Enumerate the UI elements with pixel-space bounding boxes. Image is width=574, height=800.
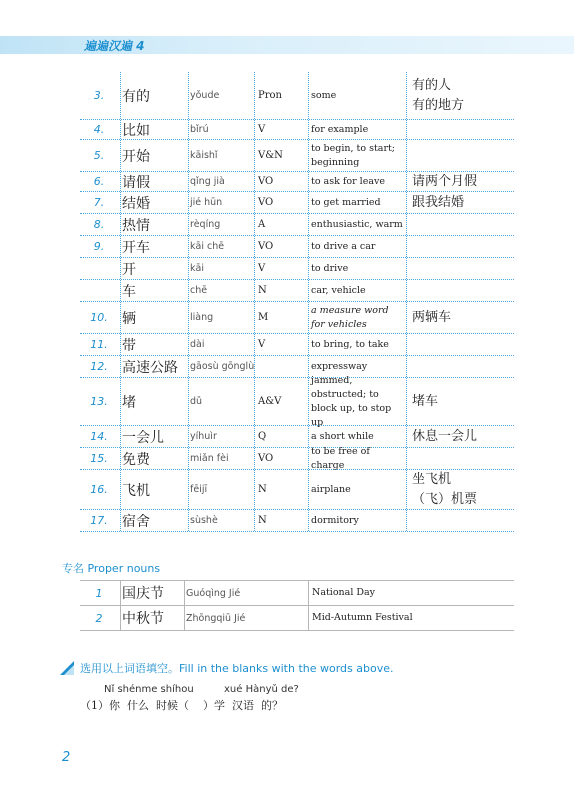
vocab-row	[80, 374, 514, 428]
vocab-example	[412, 120, 516, 139]
vocab-english: to get married	[311, 196, 381, 208]
proper-noun-english: National Day	[312, 587, 376, 598]
vocab-part-of-speech: VO	[258, 176, 274, 187]
header-banner	[0, 36, 574, 54]
vocab-english: airplane	[311, 483, 351, 495]
vocab-number: 7.	[93, 196, 105, 209]
exercise-sentence: （1）你 什么 时候（ ）学 汉语 的？	[80, 699, 283, 712]
vocab-number: 6.	[93, 175, 105, 188]
vocab-example	[412, 334, 516, 355]
vocab-english: expressway	[311, 360, 368, 372]
proper-noun-row	[80, 581, 514, 606]
vocab-row	[80, 302, 514, 334]
vocab-example	[412, 214, 516, 235]
vocab-part-of-speech: V	[258, 339, 266, 350]
vocab-hanzi: 一会儿	[122, 429, 164, 446]
vocab-example	[412, 470, 516, 509]
vocab-part-of-speech: Q	[258, 431, 267, 442]
proper-noun-english: Mid-Autumn Festival	[312, 612, 413, 623]
vocab-hanzi: 宿舍	[122, 513, 150, 530]
vocab-hanzi: 请假	[122, 174, 150, 191]
vocab-example	[412, 510, 516, 531]
exercise-triangle-icon	[60, 661, 74, 675]
proper-noun-pinyin: Zhōngqiū Jié	[186, 612, 246, 624]
vocab-row	[80, 426, 514, 448]
vocab-example-phrase: 堵车	[412, 393, 439, 409]
proper-noun-hanzi: 国庆节	[122, 586, 164, 602]
vocab-english: enthusiastic, warm	[311, 218, 403, 230]
vocab-pinyin: yǒude	[190, 90, 220, 101]
vocab-english: to drive a car	[311, 240, 376, 252]
vocab-hanzi: 开始	[122, 148, 150, 165]
vocab-part-of-speech: N	[258, 285, 267, 296]
vocab-number: 16.	[90, 483, 108, 496]
vocab-pinyin: qǐng jià	[190, 176, 225, 187]
vocab-number: 11.	[90, 338, 108, 351]
vocab-row	[80, 172, 514, 192]
vocab-part-of-speech: A&V	[258, 396, 282, 407]
exercise-pinyin-part2: xué Hànyǔ de?	[224, 684, 299, 695]
exercise-instruction: 选用以上词语填空。Fill in the blanks with the words above.	[80, 662, 394, 675]
vocab-pinyin: sùshè	[190, 515, 218, 526]
vocab-pinyin: gāosù gōnglù	[190, 361, 255, 372]
vocab-example-phrase: 坐飞机	[412, 471, 452, 487]
vocab-hanzi: 飞机	[122, 482, 150, 499]
vocab-pinyin: kāi chē	[190, 241, 225, 252]
vocab-part-of-speech: N	[258, 515, 267, 526]
vocab-part-of-speech: N	[258, 484, 267, 495]
vocab-hanzi: 辆	[122, 310, 136, 327]
vocab-hanzi: 热情	[122, 217, 150, 234]
vocab-number: 4.	[93, 123, 105, 136]
vocab-example	[412, 356, 516, 377]
vocab-hanzi: 比如	[122, 122, 150, 139]
vocab-pinyin: jié hūn	[190, 197, 223, 208]
vocab-english: some	[311, 89, 337, 101]
vocab-example	[412, 448, 516, 469]
vocab-example	[412, 280, 516, 301]
vocab-example-phrase: 跟我结婚	[412, 194, 465, 210]
vocab-english: to ask for leave	[311, 175, 385, 187]
vocab-number: 13.	[90, 395, 108, 408]
vocabulary-table	[80, 72, 514, 532]
vocab-number: 12.	[90, 360, 108, 373]
vocab-example	[412, 426, 516, 447]
vocab-part-of-speech: Pron	[258, 90, 282, 101]
vocab-number	[80, 280, 118, 301]
vocab-row	[80, 356, 514, 378]
vocab-row	[80, 140, 514, 172]
vocab-part-of-speech: A	[258, 219, 266, 230]
vocab-hanzi: 堵	[122, 394, 136, 411]
vocab-pinyin: liàng	[190, 312, 214, 323]
vocab-row	[80, 280, 514, 302]
exercise-pinyin-part1: Nǐ shénme shíhou	[104, 684, 194, 695]
proper-noun-number: 2	[95, 611, 103, 625]
vocab-english: car, vehicle	[311, 284, 366, 296]
vocab-hanzi: 开车	[122, 239, 150, 256]
proper-noun-number: 1	[95, 586, 103, 600]
vocab-hanzi: 开	[122, 261, 136, 278]
vocab-pinyin: miǎn fèi	[190, 453, 229, 464]
vocab-part-of-speech: M	[258, 312, 269, 323]
vocab-pinyin: dài	[190, 339, 205, 350]
proper-nouns-heading: 专名 Proper nouns	[62, 562, 161, 575]
vocab-example	[412, 172, 516, 191]
page-number: 2	[62, 750, 71, 765]
vocab-part-of-speech: VO	[258, 241, 274, 252]
vocab-number: 9.	[93, 240, 105, 253]
vocab-part-of-speech: VO	[258, 453, 274, 464]
vocab-example-phrase: 两辆车	[412, 309, 452, 325]
vocab-example-phrase: 有的地方	[412, 97, 465, 113]
vocab-row	[80, 334, 514, 356]
vocab-example-phrase: 有的人	[412, 77, 452, 93]
vocab-hanzi: 高速公路	[122, 359, 178, 376]
vocab-hanzi: 带	[122, 337, 136, 354]
vocab-example	[412, 302, 516, 333]
vocab-example	[412, 258, 516, 279]
vocab-number: 14.	[90, 430, 108, 443]
vocab-part-of-speech: V	[258, 124, 266, 135]
vocab-part-of-speech	[258, 356, 308, 377]
vocab-number: 3.	[93, 89, 105, 102]
proper-noun-pinyin: Guóqìng Jié	[186, 587, 241, 599]
proper-noun-hanzi: 中秋节	[122, 611, 164, 627]
vocab-example-phrase: 请两个月假	[412, 173, 478, 189]
vocab-english: for example	[311, 123, 369, 135]
vocab-hanzi: 车	[122, 283, 136, 300]
vocab-row	[80, 258, 514, 280]
vocab-part-of-speech: V	[258, 263, 266, 274]
vocab-row	[80, 192, 514, 214]
vocab-pinyin: dǔ	[190, 396, 203, 407]
vocab-number: 17.	[90, 514, 108, 527]
vocab-example-phrase: 休息一会儿	[412, 428, 478, 444]
vocab-example	[412, 378, 516, 425]
vocab-part-of-speech: V&N	[258, 150, 283, 161]
vocab-row	[80, 236, 514, 258]
vocab-number: 5.	[93, 149, 105, 162]
vocab-row	[80, 470, 514, 510]
vocab-pinyin: rèqíng	[190, 219, 221, 230]
vocab-pinyin: bǐrú	[190, 124, 209, 135]
vocab-row	[80, 72, 514, 120]
vocab-english: a measure word for vehicles	[311, 304, 389, 330]
vocab-hanzi: 结婚	[122, 195, 150, 212]
vocab-english: to begin, to start; beginning	[311, 142, 396, 168]
vocab-english: a short while	[311, 430, 374, 442]
vocab-part-of-speech: VO	[258, 197, 274, 208]
vocab-pinyin: kāishǐ	[190, 150, 218, 161]
proper-nouns-table	[80, 580, 514, 631]
book-title: 遍遍汉遍 4	[84, 39, 145, 53]
vocab-english: to drive	[311, 262, 349, 274]
vocab-english: to bring, to take	[311, 338, 389, 350]
vocab-english: to be free of charge	[311, 445, 370, 471]
vocab-number: 10.	[90, 311, 108, 324]
vocab-number: 15.	[90, 452, 108, 465]
vocab-example	[412, 192, 516, 213]
vocab-example	[412, 236, 516, 257]
vocab-pinyin: kāi	[190, 263, 204, 274]
vocab-english: jammed, obstructed; to block up, to stop up	[311, 374, 392, 428]
vocab-pinyin: fēijī	[190, 484, 208, 495]
vocab-example	[412, 72, 516, 119]
vocab-pinyin: yíhuìr	[190, 431, 217, 442]
vocab-example	[412, 140, 516, 171]
vocab-row	[80, 510, 514, 532]
vocab-row	[80, 120, 514, 140]
vocab-english: dormitory	[311, 514, 359, 526]
proper-noun-row	[80, 606, 514, 631]
vocab-number	[80, 258, 118, 279]
vocab-row	[80, 214, 514, 236]
vocab-hanzi: 有的	[122, 88, 150, 105]
vocab-number: 8.	[93, 218, 105, 231]
vocab-hanzi: 免费	[122, 451, 150, 468]
vocab-pinyin: chē	[190, 285, 208, 296]
vocab-example-phrase: （飞）机票	[412, 491, 478, 507]
vocab-row	[80, 445, 514, 471]
